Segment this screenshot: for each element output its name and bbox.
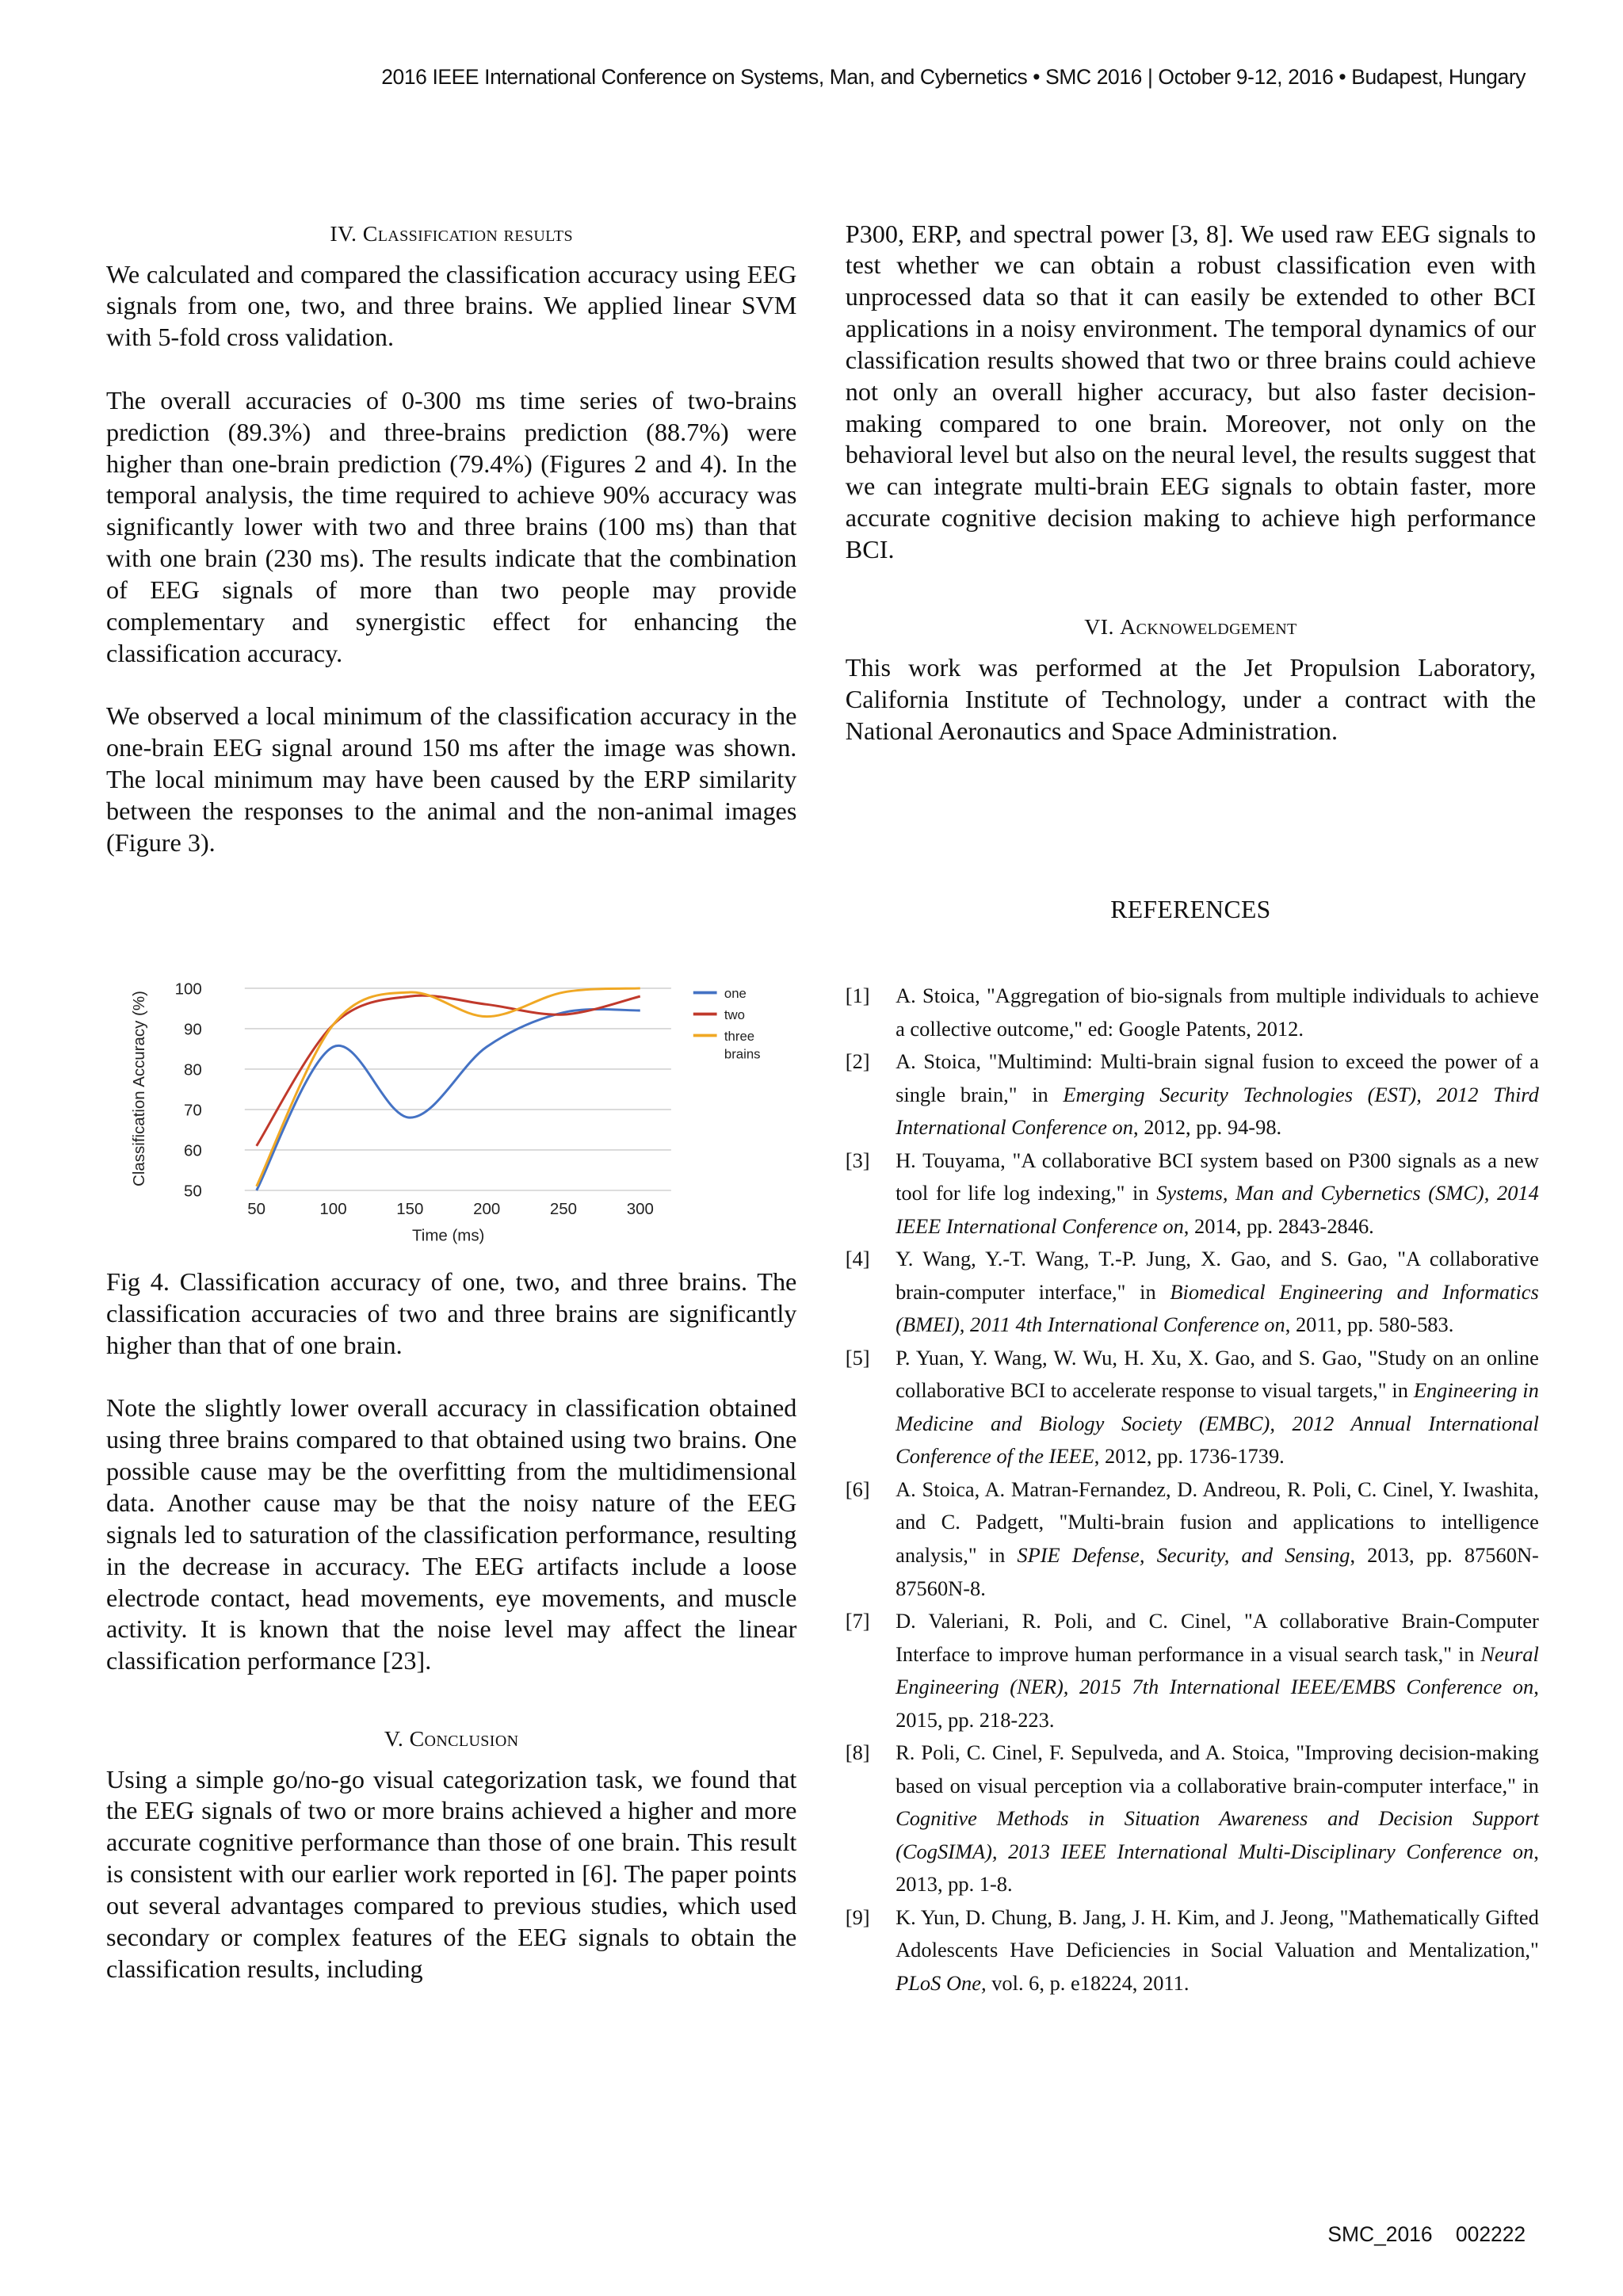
paragraph: The overall accuracies of 0-300 ms time series of two-brains prediction (89.3%) and three-brains prediction (88.7%) were higher than one-brain prediction (79.4%) (Figures 2 and 4). In the temporal analysis, the time required to achieve 90% accuracy was significantly lower with two and three brains (100 ms) than that with one brain (230 ms). The results indicate that the combination of EEG signals of more than two people may provide complementary and synergistic effect for enhancing the classification accuracy. bbox=[106, 385, 797, 667]
section-number: IV. bbox=[330, 221, 357, 246]
paragraph: We calculated and compared the classification accuracy using EEG signals from one, two, and three brains. We applied linear SVM with 5-fold cross validation. bbox=[106, 259, 797, 352]
reference-authors-title: R. Poli, C. Cinel, F. Sepulveda, and A. Stoica, "Improving decision-making based on visual perception via a collaborative brain-computer interface," in bbox=[896, 1740, 1539, 1797]
legend-label: one bbox=[724, 986, 747, 1002]
reference-item bbox=[846, 1901, 1539, 2000]
reference-number: [6] bbox=[845, 1477, 870, 1501]
paragraph: This work was performed at the Jet Propulsion Laboratory, California Institute of Technology, under a contract with the National Aeronautics and Space Administration. bbox=[845, 653, 1537, 745]
reference-text bbox=[896, 1342, 1539, 1473]
reference-text bbox=[896, 1045, 1539, 1144]
reference-text bbox=[896, 1473, 1539, 1605]
reference-venue: Cognitive Methods in Situation Awareness and Decision Support (CogSIMA), 2013 IEEE International Multi-Disciplinary Conference on bbox=[896, 1806, 1539, 1863]
reference-item bbox=[846, 1045, 1539, 1144]
section-heading bbox=[106, 1724, 796, 1755]
reference-authors-title: P. Yuan, Y. Wang, W. Wu, H. Xu, X. Gao, and S. Gao, "Study on an online collaborative BCI to accelerate response to visual targets," in bbox=[896, 1345, 1539, 1403]
reference-number: [3] bbox=[845, 1148, 870, 1172]
legend-label: two bbox=[724, 1007, 746, 1023]
reference-venue: PLoS One, bbox=[896, 1970, 987, 1995]
section-heading bbox=[846, 612, 1536, 644]
y-tick-label: 50 bbox=[184, 1182, 203, 1201]
x-tick-label: 50 bbox=[247, 1200, 266, 1219]
figure-caption: Fig 4. Classification accuracy of one, two, and three brains. The classification accuracies of two and three brains are significantly higher than that of one brain. bbox=[106, 1267, 797, 1359]
x-tick-label: 100 bbox=[319, 1200, 347, 1219]
reference-authors-title: A. Stoica, "Aggregation of bio-signals from multiple individuals to achieve a collective outcome," ed: Google Patents, 2012. bbox=[896, 984, 1539, 1041]
reference-venue: Engineering in Medicine and Biology Society (EMBC), 2012 Annual International Conference of the IEEE bbox=[896, 1378, 1539, 1469]
right-column bbox=[846, 219, 1536, 934]
reference-number: [2] bbox=[845, 1049, 870, 1074]
y-tick-label: 60 bbox=[184, 1141, 203, 1160]
reference-details: , 2014, pp. 2843-2846. bbox=[1183, 1213, 1374, 1238]
y-tick-label: 70 bbox=[184, 1101, 203, 1120]
reference-details: , 2011, pp. 580-583. bbox=[1285, 1312, 1454, 1337]
reference-details: , 2012, pp. 94-98. bbox=[1132, 1115, 1282, 1140]
section-title: Acknoweldgement bbox=[1120, 615, 1297, 640]
reference-item bbox=[846, 1144, 1539, 1244]
x-tick-label: 250 bbox=[550, 1200, 578, 1219]
reference-venue: SPIE Defense, Security, and Sensing bbox=[1017, 1543, 1350, 1567]
x-tick-label: 300 bbox=[626, 1200, 655, 1219]
reference-item bbox=[846, 1342, 1539, 1473]
running-header: 2016 IEEE International Conference on Systems, Man, and Cybernetics • SMC 2016 | October 9-12, 2016 • Budapest, Hungary bbox=[381, 64, 1526, 89]
paragraph: Using a simple go/no-go visual categorization task, we found that the EEG signals of two or more brains achieved a higher and more accurate cognitive performance than those of one brain. This result is consistent with our earlier work reported in [6]. The paper points out several advantages compared to previous studies, which used secondary or complex features of the EEG signals to obtain the classification results, including bbox=[106, 1764, 797, 1983]
reference-text bbox=[896, 1243, 1539, 1342]
y-tick-label: 90 bbox=[184, 1020, 203, 1039]
x-axis-label: Time (ms) bbox=[412, 1226, 485, 1245]
reference-venue: Biomedical Engineering and Informatics (BMEI), 2011 4th International Conference on bbox=[896, 1279, 1539, 1337]
y-tick-label: 80 bbox=[184, 1060, 203, 1079]
reference-number: [8] bbox=[845, 1740, 870, 1765]
section-title: Conclusion bbox=[409, 1726, 519, 1752]
legend-label: three brains bbox=[724, 1029, 761, 1062]
reference-authors-title: H. Touyama, "A collaborative BCI system based on P300 signals as a new tool for life log indexing," in bbox=[896, 1148, 1539, 1205]
page-footer: SMC_2016 002222 bbox=[1327, 2222, 1526, 2246]
reference-item bbox=[846, 1473, 1539, 1605]
reference-text bbox=[896, 1144, 1539, 1244]
reference-venue: Systems, Man and Cybernetics (SMC), 2014 IEEE International Conference on bbox=[896, 1181, 1539, 1238]
reference-venue: Neural Engineering (NER), 2015 7th International IEEE/EMBS Conference on bbox=[896, 1641, 1539, 1699]
reference-venue: Emerging Security Technologies (EST), 2012 Third International Conference on bbox=[896, 1082, 1539, 1140]
paragraph: P300, ERP, and spectral power [3, 8]. We used raw EEG signals to test whether we can obtain a robust classification even with unprocessed data so that it can easily be extended to other BCI applications in a noisy environment. The temporal dynamics of our classification results showed that two or three brains could achieve not only an overall higher accuracy, but also faster decision-making compared to one brain. Moreover, not only on the behavioral level but also on the neural level, the results suggest that we can integrate multi-brain EEG signals to obtain faster, more accurate cognitive decision making to achieve high performance BCI. bbox=[845, 219, 1537, 563]
reference-text bbox=[896, 980, 1539, 1045]
reference-text bbox=[896, 1736, 1539, 1901]
reference-item bbox=[846, 980, 1539, 1045]
reference-number: [9] bbox=[845, 1904, 870, 1929]
references-list bbox=[846, 980, 1539, 2000]
paragraph: We observed a local minimum of the classification accuracy in the one-brain EEG signal around 150 ms after the image was shown. The local minimum may have been caused by the ERP similarity between the responses to the animal and the non-animal images (Figure 3). bbox=[106, 701, 797, 857]
reference-details: , 2013, pp. 87560N-87560N-8. bbox=[896, 1543, 1539, 1600]
reference-authors-title: K. Yun, D. Chung, B. Jang, J. H. Kim, and J. Jeong, "Mathematically Gifted Adolescents Have Deficiencies in Social Valuation and Mentalization," bbox=[896, 1904, 1539, 1962]
series-line-one bbox=[257, 1010, 640, 1191]
reference-authors-title: D. Valeriani, R. Poli, and C. Cinel, "A collaborative Brain-Computer Interface to improve human performance in a visual search task," in bbox=[896, 1609, 1539, 1666]
reference-details: , 2013, pp. 1-8. bbox=[896, 1839, 1539, 1897]
reference-number: [4] bbox=[845, 1247, 870, 1271]
section-title: Classification results bbox=[362, 221, 574, 246]
reference-item bbox=[846, 1736, 1539, 1901]
reference-details: vol. 6, p. e18224, 2011. bbox=[986, 1970, 1190, 1995]
reference-number: [1] bbox=[845, 984, 870, 1008]
reference-number: [5] bbox=[845, 1345, 870, 1370]
reference-number: [7] bbox=[845, 1609, 870, 1633]
x-tick-label: 150 bbox=[396, 1200, 424, 1219]
accuracy-line-chart bbox=[125, 966, 804, 1261]
paragraph: Note the slightly lower overall accuracy in classification obtained using three brains compared to that obtained using two brains. One possible cause may be the overfitting from the multidimensional data. Another cause may be that the noisy nature of the EEG signals led to saturation of the classification performance, resulting in the decrease in accuracy. The EEG artifacts include a loose electrode contact, head movements, eye movements, and muscle activity. It is known that the noise level may affect the linear classification performance [23]. bbox=[106, 1393, 797, 1675]
section-number: V. bbox=[384, 1726, 404, 1752]
reference-authors-title: Y. Wang, Y.-T. Wang, T.-P. Jung, X. Gao, and S. Gao, "A collaborative brain-computer interface," in bbox=[896, 1247, 1539, 1304]
reference-authors-title: A. Stoica, "Multimind: Multi-brain signal fusion to exceed the power of a single brain," in bbox=[896, 1049, 1539, 1106]
reference-details: , 2015, pp. 218-223. bbox=[896, 1675, 1539, 1732]
y-tick-label: 100 bbox=[174, 980, 203, 999]
series-line-two bbox=[257, 996, 640, 1147]
reference-authors-title: A. Stoica, A. Matran-Fernandez, D. Andreou, R. Poli, C. Cinel, Y. Iwashita, and C. Padgett, "Multi-brain fusion and applications to intelligence analysis," in bbox=[896, 1477, 1539, 1567]
section-heading bbox=[106, 219, 796, 250]
section-number: VI. bbox=[1084, 615, 1114, 640]
reference-item bbox=[846, 1243, 1539, 1342]
x-tick-label: 200 bbox=[473, 1200, 501, 1219]
reference-text bbox=[896, 1901, 1539, 2000]
y-axis-label: Classification Accuracy (%) bbox=[130, 991, 149, 1187]
references-heading: REFERENCES bbox=[1110, 895, 1271, 923]
reference-item bbox=[846, 1605, 1539, 1736]
reference-details: , 2012, pp. 1736-1739. bbox=[1094, 1444, 1285, 1469]
reference-text bbox=[896, 1605, 1539, 1736]
